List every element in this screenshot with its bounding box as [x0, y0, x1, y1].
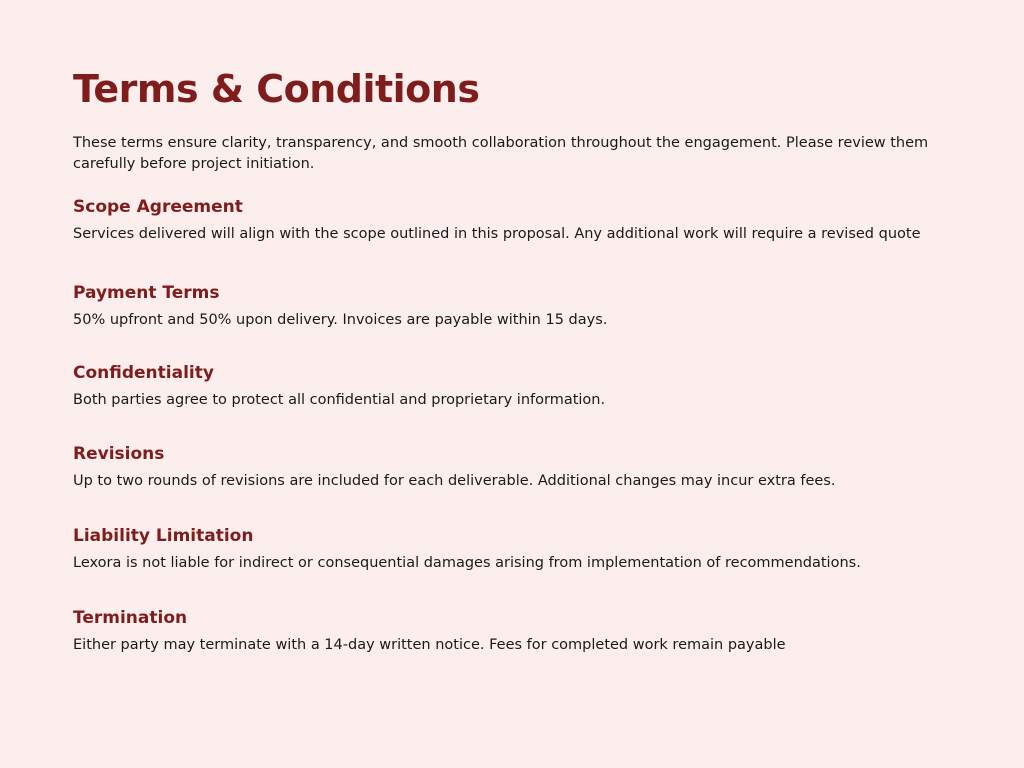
section-heading: Scope Agreement	[73, 197, 243, 217]
section-body: Either party may terminate with a 14-day written notice. Fees for completed work remain payable	[73, 637, 786, 653]
section-heading: Termination	[73, 608, 188, 628]
section-body: Up to two rounds of revisions are included for each deliverable. Additional changes may incur extra fees.	[73, 473, 836, 489]
section-body: Lexora is not liable for indirect or consequential damages arising from implementation of recommendations.	[73, 555, 861, 571]
terms-page	[0, 0, 1024, 175]
section-heading: Confidentiality	[73, 363, 214, 383]
section-body: Both parties agree to protect all confidential and proprietary information.	[73, 392, 606, 408]
section-body: Services delivered will align with the scope outlined in this proposal. Any additional work will require a revised quote	[73, 226, 921, 242]
section-payment-terms	[73, 282, 607, 330]
page-title: Terms & Conditions	[73, 67, 480, 111]
intro-paragraph: These terms ensure clarity, transparency, and smooth collaboration throughout the engagement. Please review them carefully before project initiation.	[73, 135, 929, 172]
section-revisions	[73, 443, 835, 491]
section-heading: Payment Terms	[73, 283, 220, 303]
section-body: 50% upfront and 50% upon delivery. Invoices are payable within 15 days.	[73, 312, 608, 328]
section-liability-limitation	[73, 525, 861, 573]
section-termination	[73, 607, 786, 655]
section-confidentiality	[73, 362, 605, 410]
section-heading: Revisions	[73, 444, 165, 464]
section-scope-agreement	[73, 196, 921, 244]
section-heading: Liability Limitation	[73, 526, 254, 546]
